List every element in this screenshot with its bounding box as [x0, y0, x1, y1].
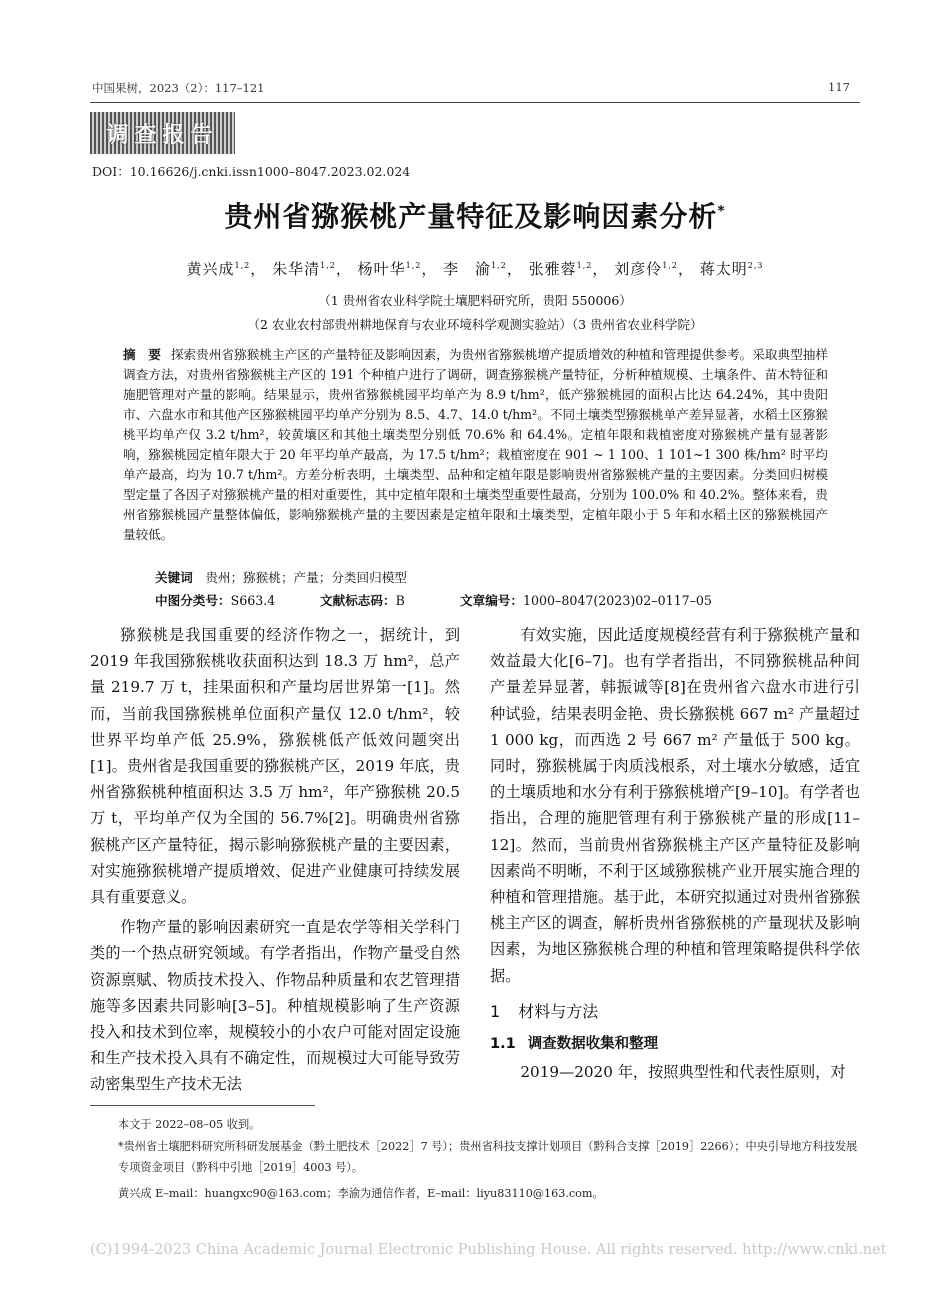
section-number: 1 — [490, 1001, 501, 1021]
section-badge — [90, 112, 235, 154]
author-affiliation: 1,2 — [662, 261, 678, 270]
abstract-text: 探索贵州省猕猴桃主产区的产量特征及影响因素，为贵州省猕猴桃增产提质增效的种植和管理提供参考。采取典型抽样调查方法，对贵州省猕猴桃主产区的 191 个种植户进行了调研，调查猕猴桃产量特征，分析种植规模、土壤条件、苗木特征和施肥管理对产量的影响。结果显示，贵州省猕猴桃园平均单产为 8.9 t/hm²，低产猕猴桃园的面积占比达 64.24%，其中贵阳市、六盘水市和其他产区猕猴桃园平均单产分别为 8.5、4.7、14.0 t/hm²。不同土壤类型猕猴桃单产差异显著，水稻土区猕猴桃平均单产仅 3.2 t/hm²，较黄壤区和其他土壤类型分别低 70.6% 和 64.4%。定植年限和栽植密度对猕猴桃产量有显著影响，猕猴桃园定植年限大于 20 年平均单产最高，为 17.5 t/hm²；栽植密度在 901 ~ 1 100、1 101~1 300 株/hm² 时平均单产最高，均为 10.7 t/hm²。方差分析表明，土壤类型、品种和定植年限是影响贵州省猕猴桃产量的主要因素。分类回归树模型定量了各因子对猕猴桃产量的相对重要性，其中定植年限和土壤类型重要性最高，分别为 100.0% 和 40.2%。整体来看，贵州省猕猴桃园产量整体偏低，影响猕猴桃产量的主要因素是定植年限和土壤类型，定植年限小于 5 年和水稻土区的猕猴桃园产量较低。 — [123, 347, 829, 542]
author: 李 渝 — [443, 260, 492, 278]
title-footnote-mark: * — [717, 203, 726, 220]
body-paragraph: 猕猴桃是我国重要的经济作物之一，据统计，到 2019 年我国猕猴桃收获面积达到 18.3 万 hm²，总产量 219.7 万 t，挂果面积和产量均居世界第一[1]。然而，当前我国猕猴桃单位面积产量仅 12.0 t/hm²，较世界平均单产低 25.9%，猕猴桃低产低效问题突出[1]。贵州省是我国重要的猕猴桃产区，2019 年底，贵州省猕猴桃种植面积达 3.5 万 hm²，年产猕猴桃 20.5 万 t，平均单产仅为全国的 56.7%[2]。明确贵州省猕猴桃产区产量特征，揭示影响猕猴桃产量的主要因素，对实施猕猴桃增产提质增效、促进产业健康可持续发展具有重要意义。 — [90, 626, 460, 907]
section-heading-1-1 — [490, 1031, 860, 1057]
abstract-label: 摘 要 — [123, 347, 161, 362]
article-number-value: 1000–8047(2023)02–0117–05 — [522, 593, 712, 608]
body-paragraph: 有效实施，因此适度规模经营有利于猕猴桃产量和效益最大化[6–7]。也有学者指出，不同猕猴桃品种间产量差异显著，韩振诚等[8]在贵州省六盘水市进行引种试验，结果表明金艳、贵长猕猴桃 667 m² 产量超过 1 000 kg，而西选 2 号 667 m² 产量低于 500 kg。同时，猕猴桃属于肉质浅根系，对土壤水分敏感，适宜的土壤质地和水分有利于猕猴桃增产[9–10]。有学者也指出，合理的施肥管理有利于猕猴桃产量的形成[11–12]。然而，当前贵州省猕猴桃主产区产量特征及影响因素尚不明晰，不利于区域猕猴桃产业开展实施合理的种植和管理措施。基于此，本研究拟通过对贵州省猕猴桃主产区的调查，解析贵州省猕猴桃的产量现状及影响因素，为地区猕猴桃合理的种植和管理策略提供科学依据。 — [490, 626, 860, 985]
author-affiliation: 1,2 — [234, 261, 251, 270]
footnote-divider — [90, 1105, 315, 1106]
article-number — [460, 590, 712, 609]
footnote-received: 本文于 2022–08–05 收到。 — [118, 1118, 261, 1131]
body-paragraph: 2019—2020 年，按照典型性和代表性原则，对 — [520, 1063, 846, 1082]
paper-title — [0, 195, 950, 235]
abstract — [123, 345, 828, 545]
copyright-watermark: (C)1994-2023 China Academic Journal Electronic Publishing House. All rights reserved. http://www.cnki.net — [90, 1242, 887, 1258]
doi[interactable]: DOI：10.16626/j.cnki.issn1000–8047.2023.02.024 — [92, 164, 411, 179]
section-badge-label: 调查报告 — [106, 122, 219, 148]
author: 杨叶华 — [357, 260, 406, 278]
author: 张雅蓉 — [528, 260, 577, 278]
header-divider — [90, 102, 860, 103]
author-list: 黄兴成$^{1,2}$， 朱华清$^{1,2}$， 杨叶华$^{1,2}$， 李 渝$^{1,2}$， 张雅蓉$^{1,2}$， 刘彦伶$^{1,2}$， 蒋太明$^{2,3}$ — [186, 260, 764, 278]
clc-label: 中图分类号： — [155, 593, 231, 608]
body-column-right — [490, 622, 860, 1085]
affiliation-line-2: （2 农业农村部贵州耕地保育与农业环境科学观测实验站）（3 贵州省农业科学院） — [247, 317, 703, 332]
clc-value: S663.4 — [230, 593, 276, 608]
author-affiliation: 2,3 — [747, 261, 764, 270]
body-column-left — [90, 622, 460, 1098]
subsection-number: 1.1 — [490, 1036, 516, 1053]
section-heading-1 — [490, 999, 860, 1025]
keywords-text: 贵州；猕猴桃；产量；分类回归模型 — [205, 570, 407, 585]
affiliation-line-1: （1 贵州省农业科学院土壤肥料研究所，贵阳 550006） — [318, 293, 632, 308]
author: 黄兴成 — [186, 260, 235, 278]
author-affiliation: 1,2 — [405, 261, 422, 270]
author-affiliation: 1,2 — [576, 261, 593, 270]
page-number: 117 — [828, 80, 850, 94]
author-affiliation: 1,2 — [320, 261, 336, 270]
document-code-label: 文献标志码： — [320, 593, 396, 608]
footnote-funding: *贵州省土壤肥料研究所科研发展基金（黔土肥技术［2022］7 号）；贵州省科技支撑计划项目（黔科合支撑［2019］2266）；中央引导地方科技发展专项资金项目（黔科中引地［2019］4003 号）。 — [118, 1140, 858, 1174]
author: 朱华清 — [272, 260, 321, 278]
journal-info: 中国果树，2023（2）：117–121 — [92, 81, 265, 95]
paper-title-text: 贵州省猕猴桃产量特征及影响因素分析 — [224, 200, 718, 233]
author-affiliation: 1,2 — [491, 261, 507, 270]
body-paragraph: 作物产量的影响因素研究一直是农学等相关学科门类的一个热点研究领域。有学者指出，作物产量受自然资源禀赋、物质技术投入、作物品种质量和农艺管理措施等多因素共同影响[3–5]。种植规模影响了生产资源投入和技术到位率，规模较小的小农户可能对固定设施和生产技术投入具有不确定性，而规模过大可能导致劳动密集型生产技术无法 — [90, 918, 460, 1094]
clc-number — [155, 590, 275, 609]
keywords-label: 关键词 — [155, 570, 193, 585]
footnote-contact: 黄兴成 E–mail：huangxc90@163.com；李渝为通信作者，E–mail：liyu83110@163.com。 — [118, 1187, 604, 1200]
author: 蒋太明 — [699, 260, 748, 278]
article-number-label: 文章编号： — [460, 593, 523, 608]
subsection-title: 调查数据收集和整理 — [527, 1036, 659, 1053]
section-title: 材料与方法 — [518, 1001, 599, 1021]
author: 刘彦伶 — [614, 260, 663, 278]
document-code-value: B — [395, 593, 405, 608]
document-code — [320, 590, 405, 609]
keywords — [155, 567, 407, 586]
